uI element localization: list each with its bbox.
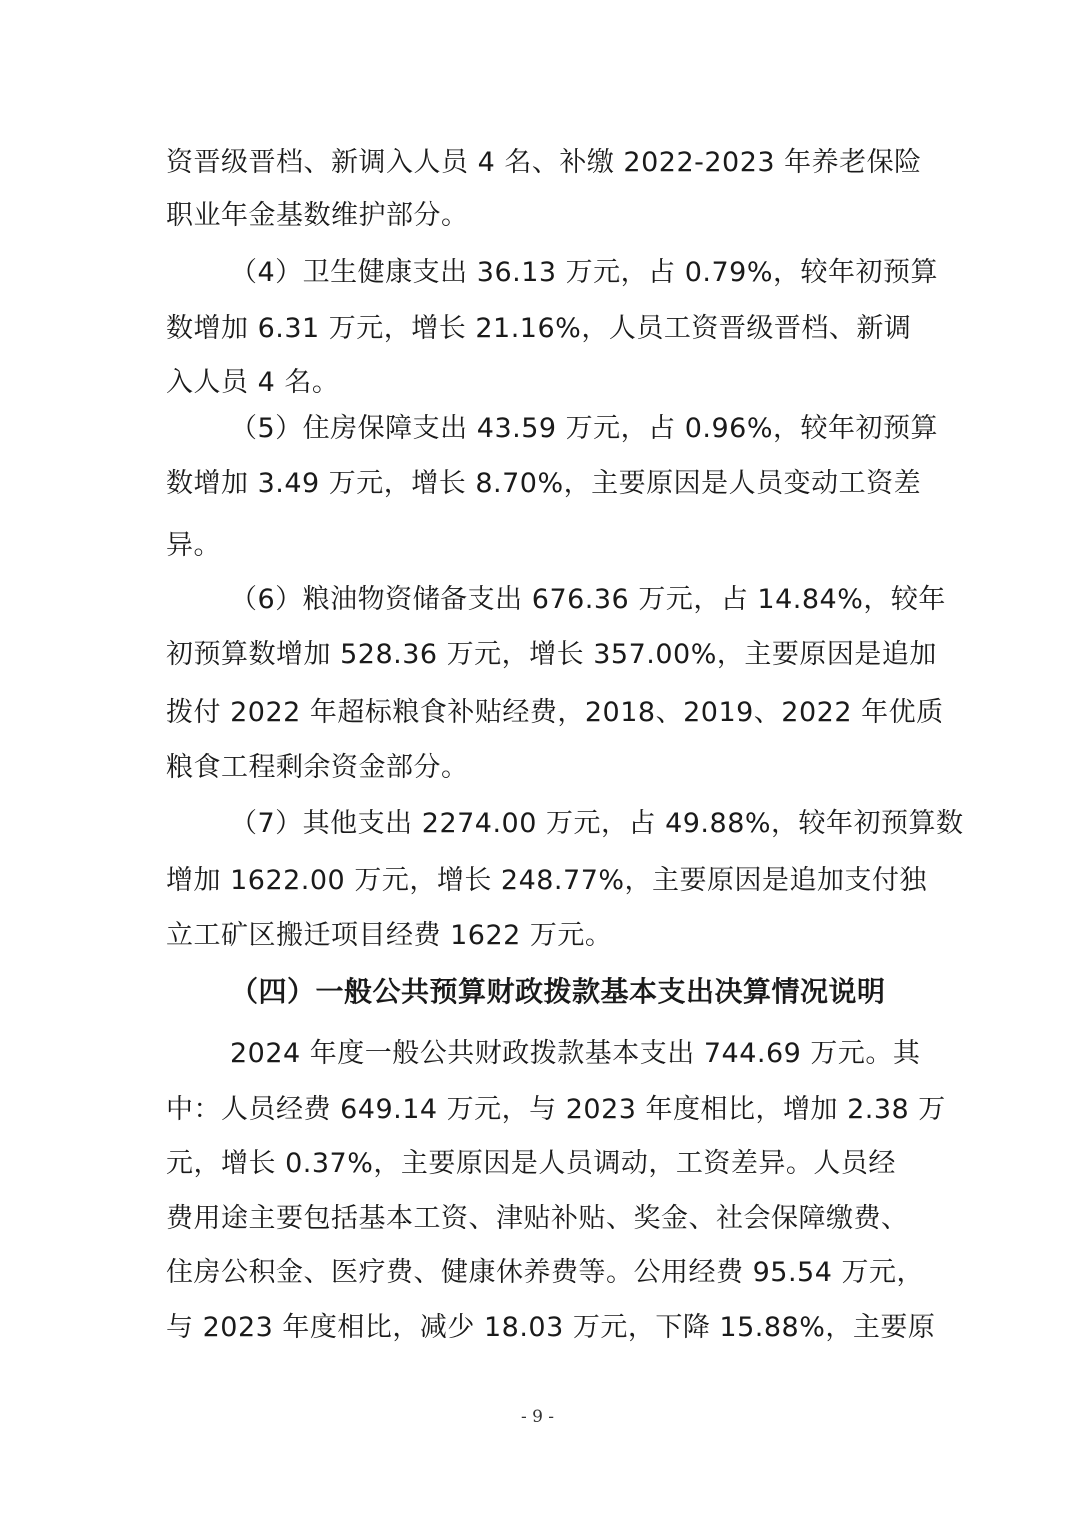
text-line: 初预算数增加 528.36 万元，增长 357.00%，主要原因是追加 [166, 639, 937, 670]
text-line: 数增加 3.49 万元，增长 8.70%，主要原因是人员变动工资差 [166, 468, 922, 499]
text-line: 住房公积金、医疗费、健康休养费等。公用经费 95.54 万元， [166, 1257, 924, 1288]
text-line: 元，增长 0.37%，主要原因是人员调动，工资差异。人员经 [166, 1148, 896, 1179]
text-line: （7）其他支出 2274.00 万元，占 49.88%，较年初预算数 [230, 808, 964, 839]
text-line: （5）住房保障支出 43.59 万元，占 0.96%，较年初预算 [230, 413, 938, 444]
text-line: （6）粮油物资储备支出 676.36 万元，占 14.84%，较年 [230, 584, 946, 615]
text-line: （4）卫生健康支出 36.13 万元，占 0.79%，较年初预算 [230, 257, 938, 288]
text-line: 增加 1622.00 万元，增长 248.77%，主要原因是追加支付独 [166, 865, 928, 896]
text-line: 粮食工程剩余资金部分。 [166, 752, 469, 783]
text-line: 拨付 2022 年超标粮食补贴经费，2018、2019、2022 年优质 [166, 697, 944, 728]
page-number: - 9 - [520, 1407, 555, 1427]
section-heading: （四）一般公共预算财政拨款基本支出决算情况说明 [230, 975, 886, 1008]
text-line: 2024 年度一般公共财政拨款基本支出 744.69 万元。其 [230, 1038, 921, 1069]
text-line: 数增加 6.31 万元，增长 21.16%，人员工资晋级晋档、新调 [166, 313, 912, 344]
text-line: 资晋级晋档、新调入人员 4 名、补缴 2022-2023 年养老保险 [166, 147, 922, 178]
text-line: 与 2023 年度相比，减少 18.03 万元，下降 15.88%，主要原 [166, 1312, 936, 1343]
text-line: 立工矿区搬迁项目经费 1622 万元。 [166, 920, 613, 951]
text-line: 入人员 4 名。 [166, 367, 340, 398]
text-line: 费用途主要包括基本工资、津贴补贴、奖金、社会保障缴费、 [166, 1203, 909, 1234]
text-line: 中：人员经费 649.14 万元，与 2023 年度相比，增加 2.38 万 [166, 1094, 946, 1125]
text-line: 职业年金基数维护部分。 [166, 200, 469, 231]
text-line: 异。 [166, 530, 221, 561]
